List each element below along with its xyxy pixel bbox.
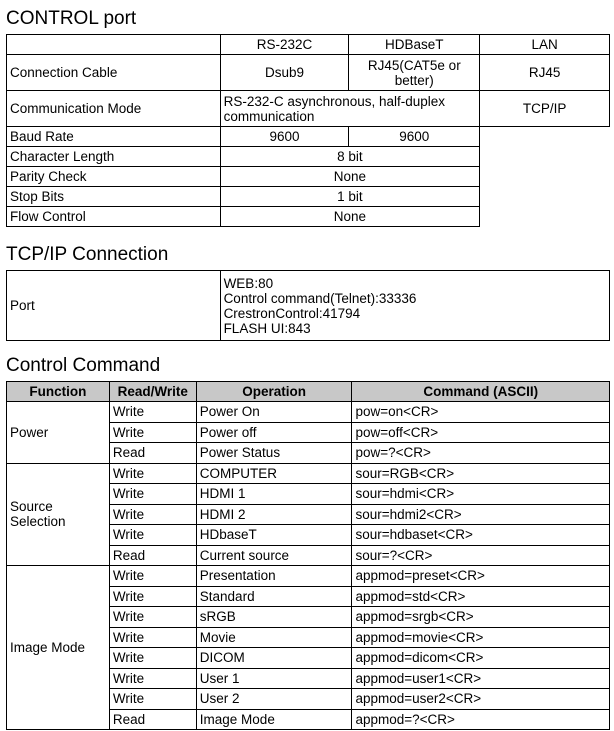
operation-cell: Power On — [196, 402, 352, 423]
command-cell: appmod=preset<CR> — [352, 566, 610, 587]
control-port-title: CONTROL port — [6, 8, 137, 29]
operation-cell: Current source — [196, 545, 352, 566]
read-write-cell: Read — [109, 545, 196, 566]
read-write-cell: Write — [109, 627, 196, 648]
cell-value: Dsub9 — [220, 55, 349, 91]
function-cell: Power — [7, 402, 110, 464]
table-row — [7, 91, 610, 127]
cell-value: None — [220, 167, 480, 187]
port-web: WEB:80 — [223, 275, 274, 291]
table-row — [7, 271, 610, 341]
row-label: Connection Cable — [7, 55, 221, 91]
operation-cell: DICOM — [196, 648, 352, 669]
cell-value: 9600 — [220, 127, 349, 147]
read-write-cell: Write — [109, 484, 196, 505]
row-label: Character Length — [7, 147, 221, 167]
header-hdbaset: HDBaseT — [349, 35, 480, 55]
read-write-cell: Write — [109, 648, 196, 669]
port-label: Port — [7, 271, 221, 341]
header-lan: LAN — [480, 35, 610, 55]
control-port-table — [6, 34, 610, 227]
command-rows — [7, 402, 610, 730]
command-cell: pow=on<CR> — [352, 402, 610, 423]
read-write-cell: Write — [109, 422, 196, 443]
cell-value: None — [220, 207, 480, 227]
read-write-cell: Read — [109, 709, 196, 730]
row-label: Parity Check — [7, 167, 221, 187]
read-write-cell: Write — [109, 463, 196, 484]
operation-cell: User 1 — [196, 668, 352, 689]
read-write-cell: Write — [109, 402, 196, 423]
control-command-title: Control Command — [6, 355, 161, 376]
command-cell: appmod=movie<CR> — [352, 627, 610, 648]
table-row — [7, 127, 610, 147]
operation-cell: Image Mode — [196, 709, 352, 730]
cell-value: TCP/IP — [480, 91, 610, 127]
operation-cell: Presentation — [196, 566, 352, 587]
row-label: Baud Rate — [7, 127, 221, 147]
header-operation: Operation — [196, 382, 352, 402]
tcp-ip-table — [6, 270, 610, 341]
read-write-cell: Write — [109, 504, 196, 525]
port-flash: FLASH UI:843 — [223, 320, 311, 336]
command-cell: pow=?<CR> — [352, 443, 610, 464]
read-write-cell: Write — [109, 689, 196, 710]
cell-value: 9600 — [349, 127, 480, 147]
header-function: Function — [7, 382, 110, 402]
command-cell: sour=hdmi<CR> — [352, 484, 610, 505]
operation-cell: Movie — [196, 627, 352, 648]
cell-value: RS-232-C asynchronous, half-duplex communication — [220, 91, 480, 127]
table-row — [7, 55, 610, 91]
row-label: Flow Control — [7, 207, 221, 227]
operation-cell: Power off — [196, 422, 352, 443]
operation-cell: HDbaseT — [196, 525, 352, 546]
operation-cell: User 2 — [196, 689, 352, 710]
command-cell: sour=hdmi2<CR> — [352, 504, 610, 525]
row-label: Stop Bits — [7, 187, 221, 207]
blank-cell — [7, 35, 221, 55]
command-cell: sour=?<CR> — [352, 545, 610, 566]
function-cell: Image Mode — [7, 566, 110, 730]
command-cell: appmod=dicom<CR> — [352, 648, 610, 669]
command-cell: appmod=?<CR> — [352, 709, 610, 730]
empty-area — [480, 127, 610, 227]
operation-cell: Power Status — [196, 443, 352, 464]
command-cell: appmod=user2<CR> — [352, 689, 610, 710]
row-label: Communication Mode — [7, 91, 221, 127]
cell-value: 8 bit — [220, 147, 480, 167]
command-cell: sour=RGB<CR> — [352, 463, 610, 484]
operation-cell: COMPUTER — [196, 463, 352, 484]
read-write-cell: Read — [109, 443, 196, 464]
function-cell: Source Selection — [7, 463, 110, 566]
port-list — [220, 271, 609, 341]
read-write-cell: Write — [109, 525, 196, 546]
read-write-cell: Write — [109, 566, 196, 587]
table-row — [7, 402, 610, 423]
control-command-table — [6, 381, 610, 730]
header-command: Command (ASCII) — [352, 382, 610, 402]
table-header-row — [7, 382, 610, 402]
tcp-ip-title: TCP/IP Connection — [6, 244, 169, 265]
operation-cell: HDMI 1 — [196, 484, 352, 505]
cell-value: RJ45 — [480, 55, 610, 91]
operation-cell: sRGB — [196, 607, 352, 628]
command-cell: appmod=srgb<CR> — [352, 607, 610, 628]
command-cell: appmod=user1<CR> — [352, 668, 610, 689]
cell-value: RJ45(CAT5e or better) — [349, 55, 480, 91]
table-row — [7, 463, 610, 484]
command-cell: appmod=std<CR> — [352, 586, 610, 607]
port-crestron: CrestronControl:41794 — [223, 305, 361, 321]
cell-value: 1 bit — [220, 187, 480, 207]
read-write-cell: Write — [109, 586, 196, 607]
table-row — [7, 35, 610, 55]
command-cell: pow=off<CR> — [352, 422, 610, 443]
command-cell: sour=hdbaset<CR> — [352, 525, 610, 546]
operation-cell: Standard — [196, 586, 352, 607]
header-rs232c: RS-232C — [220, 35, 349, 55]
port-telnet: Control command(Telnet):33336 — [223, 290, 417, 306]
table-row — [7, 566, 610, 587]
operation-cell: HDMI 2 — [196, 504, 352, 525]
read-write-cell: Write — [109, 607, 196, 628]
read-write-cell: Write — [109, 668, 196, 689]
header-read-write: Read/Write — [109, 382, 196, 402]
